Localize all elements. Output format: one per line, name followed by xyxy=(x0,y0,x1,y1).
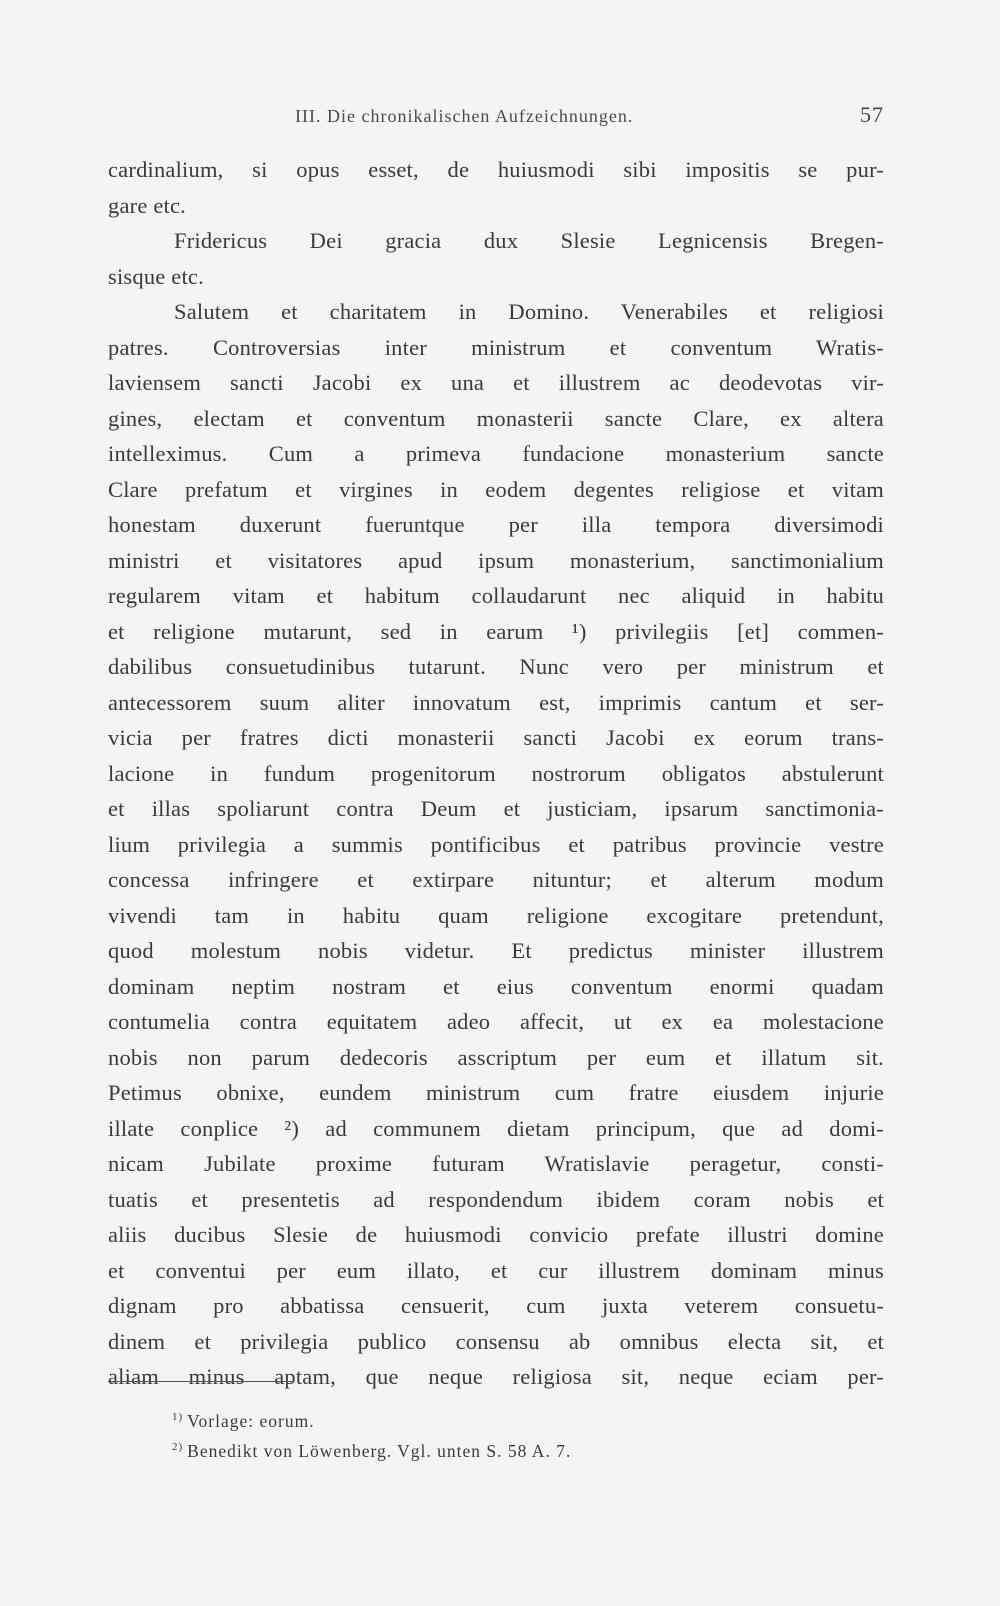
text-line: vicia per fratres dicti monasterii sancti Jacobi ex eorum trans- xyxy=(108,725,884,750)
text-line: et conventui per eum illato, et cur illustrem dominam minus xyxy=(108,1257,884,1283)
text-line: regularem vitam et habitum collaudarunt nec aliquid in habitu xyxy=(108,583,884,608)
text-line: nicam Jubilate proxime futuram Wratislavie peragetur, consti- xyxy=(108,1151,884,1176)
footnote-mark: 2) xyxy=(172,1441,184,1453)
text-line: dominam neptim nostram et eius conventum enormi quadam xyxy=(108,973,884,999)
text-line: cardinalium, si opus esset, de huiusmodi sibi impositis se pur- xyxy=(108,157,884,182)
running-head: III. Die chronikalischen Aufzeichnungen. xyxy=(295,106,634,126)
footnote-mark: 1) xyxy=(172,1411,184,1423)
text-line: illate conplice ²) ad communem dietam principum, que ad domi- xyxy=(108,1115,884,1141)
text-line: Fridericus Dei gracia dux Slesie Legnicensis Bregen- xyxy=(174,228,884,253)
text-line: dinem et privilegia publico consensu ab omnibus electa sit, et xyxy=(108,1328,884,1354)
text-line: sisque etc. xyxy=(108,263,204,289)
footnote xyxy=(172,1432,571,1462)
text-line: gines, electam et conventum monasterii sancte Clare, ex altera xyxy=(108,405,884,431)
page-header xyxy=(111,102,884,134)
text-line: et religione mutarunt, sed in earum ¹) privilegiis [et] commen- xyxy=(108,618,884,644)
footnote-text: Benedikt von Löwenberg. Vgl. unten S. 58 A. 7. xyxy=(187,1440,572,1461)
text-line: concessa infringere et extirpare nituntur; et alterum modum xyxy=(108,867,884,892)
text-line: lium privilegia a summis pontificibus et patribus provincie vestre xyxy=(108,831,884,857)
footnote-text: Vorlage: eorum. xyxy=(187,1410,315,1431)
text-line: gare etc. xyxy=(108,192,186,218)
footnotes xyxy=(172,1402,571,1462)
text-line: dignam pro abbatissa censuerit, cum juxta veterem consuetu- xyxy=(108,1293,884,1318)
text-line: contumelia contra equitatem adeo affecit, ut ex ea molestacione xyxy=(108,1009,884,1034)
text-line: lacione in fundum progenitorum nostrorum obligatos abstulerunt xyxy=(108,760,884,786)
text-line: tuatis et presentetis ad respondendum ibidem coram nobis et xyxy=(108,1186,884,1212)
text-line: laviensem sancti Jacobi ex una et illustrem ac deodevotas vir- xyxy=(108,370,884,395)
text-line: nobis non parum dedecoris asscriptum per eum et illatum sit. xyxy=(108,1044,884,1070)
text-line: Salutem et charitatem in Domino. Venerabiles et religiosi xyxy=(174,299,884,324)
text-line: honestam duxerunt fueruntque per illa tempora diversimodi xyxy=(108,512,884,537)
text-line: Petimus obnixe, eundem ministrum cum fratre eiusdem injurie xyxy=(108,1080,884,1105)
text-line: patres. Controversias inter ministrum et conventum Wratis- xyxy=(108,334,884,360)
text-line: intelleximus. Cum a primeva fundacione monasterium sancte xyxy=(108,441,884,466)
text-line: Clare prefatum et virgines in eodem degentes religiose et vitam xyxy=(108,476,884,502)
text-line: et illas spoliarunt contra Deum et justiciam, ipsarum sanctimonia- xyxy=(108,796,884,821)
text-line: aliam minus aptam, que neque religiosa sit, neque eciam per- xyxy=(108,1364,884,1389)
page-number: 57 xyxy=(860,102,884,127)
text-line: dabilibus consuetudinibus tutarunt. Nunc vero per ministrum et xyxy=(108,654,884,679)
text-line: antecessorem suum aliter innovatum est, imprimis cantum et ser- xyxy=(108,689,884,715)
body-text xyxy=(108,152,884,1395)
text-line: quod molestum nobis videtur. Et predictus minister illustrem xyxy=(108,938,884,963)
text-line: ministri et visitatores apud ipsum monasterium, sanctimonialium xyxy=(108,547,884,573)
text-line: aliis ducibus Slesie de huiusmodi convicio prefate illustri domine xyxy=(108,1222,884,1247)
text-line: vivendi tam in habitu quam religione excogitare pretendunt, xyxy=(108,902,884,928)
footnote xyxy=(172,1402,571,1432)
footnote-divider xyxy=(108,1381,292,1382)
